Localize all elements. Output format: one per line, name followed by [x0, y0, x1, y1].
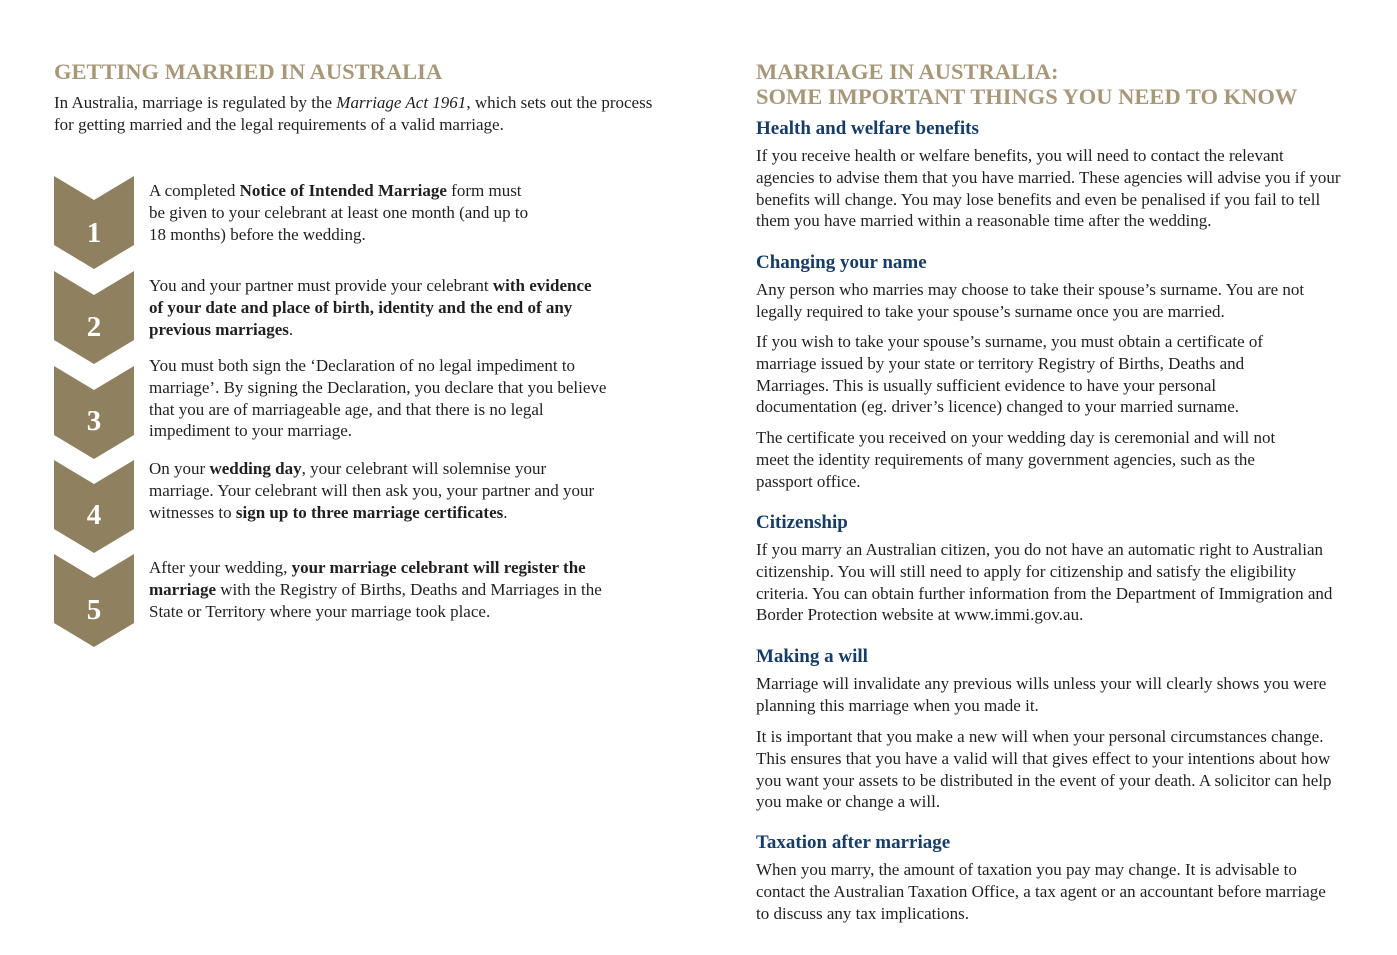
section-heading-will: Making a will [756, 646, 868, 667]
taxation-paragraph: When you marry, the amount of taxation you pay may change. It is advisable to contact the Australian Taxation Office, a tax agent or an accountant before marriage to discuss any tax implications. [756, 860, 1326, 923]
section-heading-citizenship: Citizenship [756, 512, 848, 533]
name-paragraph-3: The certificate you received on your wedding day is ceremonial and will not meet the identity requirements of many government agencies, such as the passport office. [756, 428, 1276, 491]
intro-paragraph: In Australia, marriage is regulated by the Marriage Act 1961, which sets out the process for getting married and the legal requirements of a valid marriage. [54, 93, 653, 134]
section-heading-taxation: Taxation after marriage [756, 832, 951, 853]
step-text-5: After your wedding, your marriage celebrant will register the marriage with the Registry of Births, Deaths and Marriages in the State or Territory where your marriage took place. [149, 558, 602, 621]
step-number-5: 5 [86, 594, 102, 626]
section-heading-name: Changing your name [756, 252, 927, 273]
will-paragraph-2: It is important that you make a new will when your personal circumstances change. This ensures that you have a valid will that gives effect to your intentions about how you want your assets to be distributed in the event of your death. A solicitor can help you make or change a will. [756, 727, 1332, 812]
step-number-2: 2 [86, 311, 102, 343]
left-title: GETTING MARRIED IN AUSTRALIA [54, 59, 443, 84]
health-paragraph: If you receive health or welfare benefits, you will need to contact the relevant agencies to advise them that you have married. These agencies will advise you if your benefits will change. You may lose benefits and even be penalised if you fail to tell them you have married within a reasonable time after the wedding. [756, 146, 1341, 231]
right-title-line-2: SOME IMPORTANT THINGS YOU NEED TO KNOW [756, 84, 1298, 109]
step-text-2: You and your partner must provide your celebrant with evidence of your date and place of birth, identity and the end of any previous marriages. [149, 276, 592, 339]
right-title-line-1: MARRIAGE IN AUSTRALIA: [756, 59, 1059, 84]
step-text-4: On your wedding day, your celebrant will solemnise your marriage. Your celebrant will then ask you, your partner and your witnesses to sign up to three marriage certificates. [149, 459, 595, 522]
name-paragraph-2: If you wish to take your spouse’s surname, you must obtain a certificate of marriage issued by your state or territory Registry of Births, Deaths and Marriages. This is usually sufficient evidence to have your personal documentation (eg. driver’s licence) changed to your married surname. [756, 332, 1264, 417]
step-number-1: 1 [86, 217, 102, 249]
will-paragraph-1: Marriage will invalidate any previous wills unless your will clearly shows you were planning this marriage when you made it. [756, 674, 1327, 715]
step-text-3: You must both sign the ‘Declaration of no legal impediment to marriage’. By signing the Declaration, you declare that you believe that you are of marriageable age, and that there is no legal impediment to your marriage. [149, 356, 607, 441]
step-text-1: A completed Notice of Intended Marriage form must be given to your celebrant at least one month (and up to 18 months) before the wedding. [149, 181, 529, 244]
section-heading-health: Health and welfare benefits [756, 118, 979, 139]
step-number-4: 4 [86, 499, 102, 531]
step-number-3: 3 [86, 405, 102, 437]
citizenship-paragraph: If you marry an Australian citizen, you do not have an automatic right to Australian citizenship. You will still need to apply for citizenship and satisfy the eligibility criteria. You can obtain further information from the Department of Immigration and Border Protection website at www.immi.gov.au. [756, 540, 1333, 625]
name-paragraph-1: Any person who marries may choose to take their spouse’s surname. You are not legally required to take your spouse’s surname once you are married. [756, 280, 1305, 321]
